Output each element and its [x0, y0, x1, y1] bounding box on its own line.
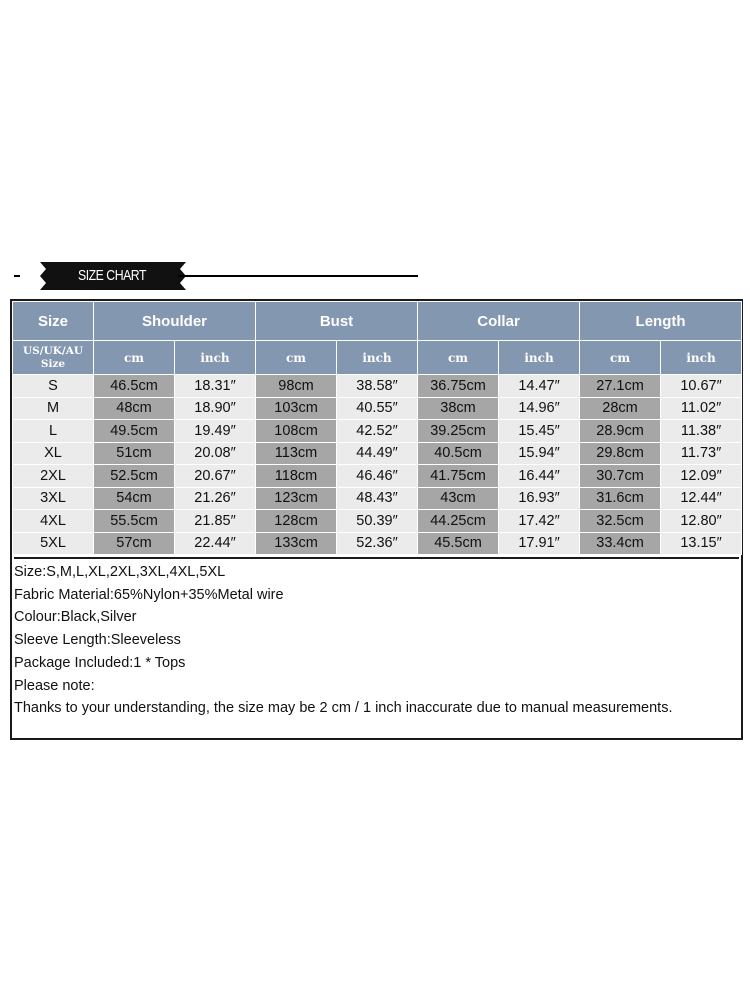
table-row	[13, 375, 742, 398]
header-bust: Bust	[256, 302, 418, 341]
measurement-cell: 16.44″	[499, 465, 580, 488]
measurement-cell: 113cm	[256, 442, 337, 465]
measurement-cell: 14.47″	[499, 375, 580, 398]
header-shoulder: Shoulder	[94, 302, 256, 341]
measurement-cell: 118cm	[256, 465, 337, 488]
measurement-cell: 38cm	[418, 397, 499, 420]
measurement-cell: 11.73″	[661, 442, 742, 465]
measurement-cell: 32.5cm	[580, 510, 661, 533]
measurement-cell: 46.46″	[337, 465, 418, 488]
measurement-cell: 45.5cm	[418, 532, 499, 555]
measurement-cell: 15.94″	[499, 442, 580, 465]
size-region-header	[13, 341, 94, 375]
measurement-cell: 21.85″	[175, 510, 256, 533]
measurement-cell: 49.5cm	[94, 420, 175, 443]
unit-row	[13, 341, 742, 375]
table-row	[13, 420, 742, 443]
measurement-cell: 12.80″	[661, 510, 742, 533]
table-row	[13, 487, 742, 510]
measurement-cell: 98cm	[256, 375, 337, 398]
measurement-cell: 20.08″	[175, 442, 256, 465]
measurement-cell: 133cm	[256, 532, 337, 555]
header-length: Length	[580, 302, 742, 341]
measurement-cell: 30.7cm	[580, 465, 661, 488]
measurement-cell: 48.43″	[337, 487, 418, 510]
measurement-cell: 57cm	[94, 532, 175, 555]
measurement-cell: 12.44″	[661, 487, 742, 510]
table-row	[13, 397, 742, 420]
table-row	[13, 465, 742, 488]
note-package: Package Included:1 * Tops	[14, 654, 186, 671]
measurement-cell: 31.6cm	[580, 487, 661, 510]
table-row	[13, 442, 742, 465]
measurement-cell: 108cm	[256, 420, 337, 443]
size-cell: XL	[13, 442, 94, 465]
note-heading: Please note:	[14, 677, 95, 694]
size-cell: M	[13, 397, 94, 420]
measurement-cell: 27.1cm	[580, 375, 661, 398]
banner-title: SIZE CHART	[78, 267, 146, 284]
measurement-cell: 123cm	[256, 487, 337, 510]
measurement-cell: 40.5cm	[418, 442, 499, 465]
table-row	[13, 510, 742, 533]
measurement-cell: 46.5cm	[94, 375, 175, 398]
measurement-cell: 39.25cm	[418, 420, 499, 443]
measurement-cell: 36.75cm	[418, 375, 499, 398]
size-cell: 4XL	[13, 510, 94, 533]
size-cell: S	[13, 375, 94, 398]
unit-header: cm	[256, 341, 337, 375]
measurement-cell: 19.49″	[175, 420, 256, 443]
unit-header: cm	[418, 341, 499, 375]
measurement-cell: 15.45″	[499, 420, 580, 443]
measurement-cell: 48cm	[94, 397, 175, 420]
measurement-cell: 28cm	[580, 397, 661, 420]
table-row	[13, 532, 742, 555]
size-region-sublabel: Size	[40, 357, 66, 370]
note-colour: Colour:Black,Silver	[14, 609, 137, 626]
measurement-cell: 13.15″	[661, 532, 742, 555]
measurement-cell: 52.36″	[337, 532, 418, 555]
measurement-cell: 11.38″	[661, 420, 742, 443]
measurement-cell: 12.09″	[661, 465, 742, 488]
header-row	[13, 302, 742, 341]
measurement-cell: 11.02″	[661, 397, 742, 420]
size-chart-table	[10, 299, 743, 740]
note-sleeve: Sleeve Length:Sleeveless	[14, 632, 181, 649]
banner-dash	[14, 275, 20, 277]
size-chart-banner	[14, 262, 434, 290]
measurement-cell: 55.5cm	[94, 510, 175, 533]
measurement-cell: 16.93″	[499, 487, 580, 510]
size-table-body	[13, 375, 742, 555]
size-cell: 2XL	[13, 465, 94, 488]
size-region-label: US/UK/AU	[23, 344, 83, 357]
size-cell: L	[13, 420, 94, 443]
measurement-cell: 128cm	[256, 510, 337, 533]
measurement-cell: 17.42″	[499, 510, 580, 533]
note-disclaimer: Thanks to your understanding, the size may be 2 cm / 1 inch inaccurate due to manual measurements.	[14, 700, 673, 717]
measurement-cell: 103cm	[256, 397, 337, 420]
measurement-cell: 40.55″	[337, 397, 418, 420]
unit-header: inch	[175, 341, 256, 375]
header-size: Size	[13, 302, 94, 341]
measurement-cell: 41.75cm	[418, 465, 499, 488]
banner-line	[178, 275, 418, 277]
measurement-cell: 18.90″	[175, 397, 256, 420]
measurement-cell: 38.58″	[337, 375, 418, 398]
header-collar: Collar	[418, 302, 580, 341]
measurement-cell: 42.52″	[337, 420, 418, 443]
measurement-cell: 44.25cm	[418, 510, 499, 533]
measurement-cell: 10.67″	[661, 375, 742, 398]
measurement-cell: 33.4cm	[580, 532, 661, 555]
measurement-cell: 54cm	[94, 487, 175, 510]
measurement-cell: 29.8cm	[580, 442, 661, 465]
measurement-cell: 17.91″	[499, 532, 580, 555]
measurement-cell: 22.44″	[175, 532, 256, 555]
note-fabric: Fabric Material:65%Nylon+35%Metal wire	[14, 586, 284, 603]
size-cell: 5XL	[13, 532, 94, 555]
unit-header: inch	[337, 341, 418, 375]
measurement-cell: 43cm	[418, 487, 499, 510]
measurement-cell: 14.96″	[499, 397, 580, 420]
measurement-cell: 28.9cm	[580, 420, 661, 443]
unit-header: inch	[499, 341, 580, 375]
measurement-cell: 50.39″	[337, 510, 418, 533]
size-cell: 3XL	[13, 487, 94, 510]
unit-header: cm	[580, 341, 661, 375]
measurement-cell: 44.49″	[337, 442, 418, 465]
measurement-cell: 51cm	[94, 442, 175, 465]
size-table	[12, 301, 742, 555]
measurement-cell: 18.31″	[175, 375, 256, 398]
measurement-cell: 20.67″	[175, 465, 256, 488]
product-notes	[14, 557, 739, 720]
note-sizes: Size:S,M,L,XL,2XL,3XL,4XL,5XL	[14, 564, 226, 580]
unit-header: cm	[94, 341, 175, 375]
unit-header: inch	[661, 341, 742, 375]
measurement-cell: 52.5cm	[94, 465, 175, 488]
measurement-cell: 21.26″	[175, 487, 256, 510]
